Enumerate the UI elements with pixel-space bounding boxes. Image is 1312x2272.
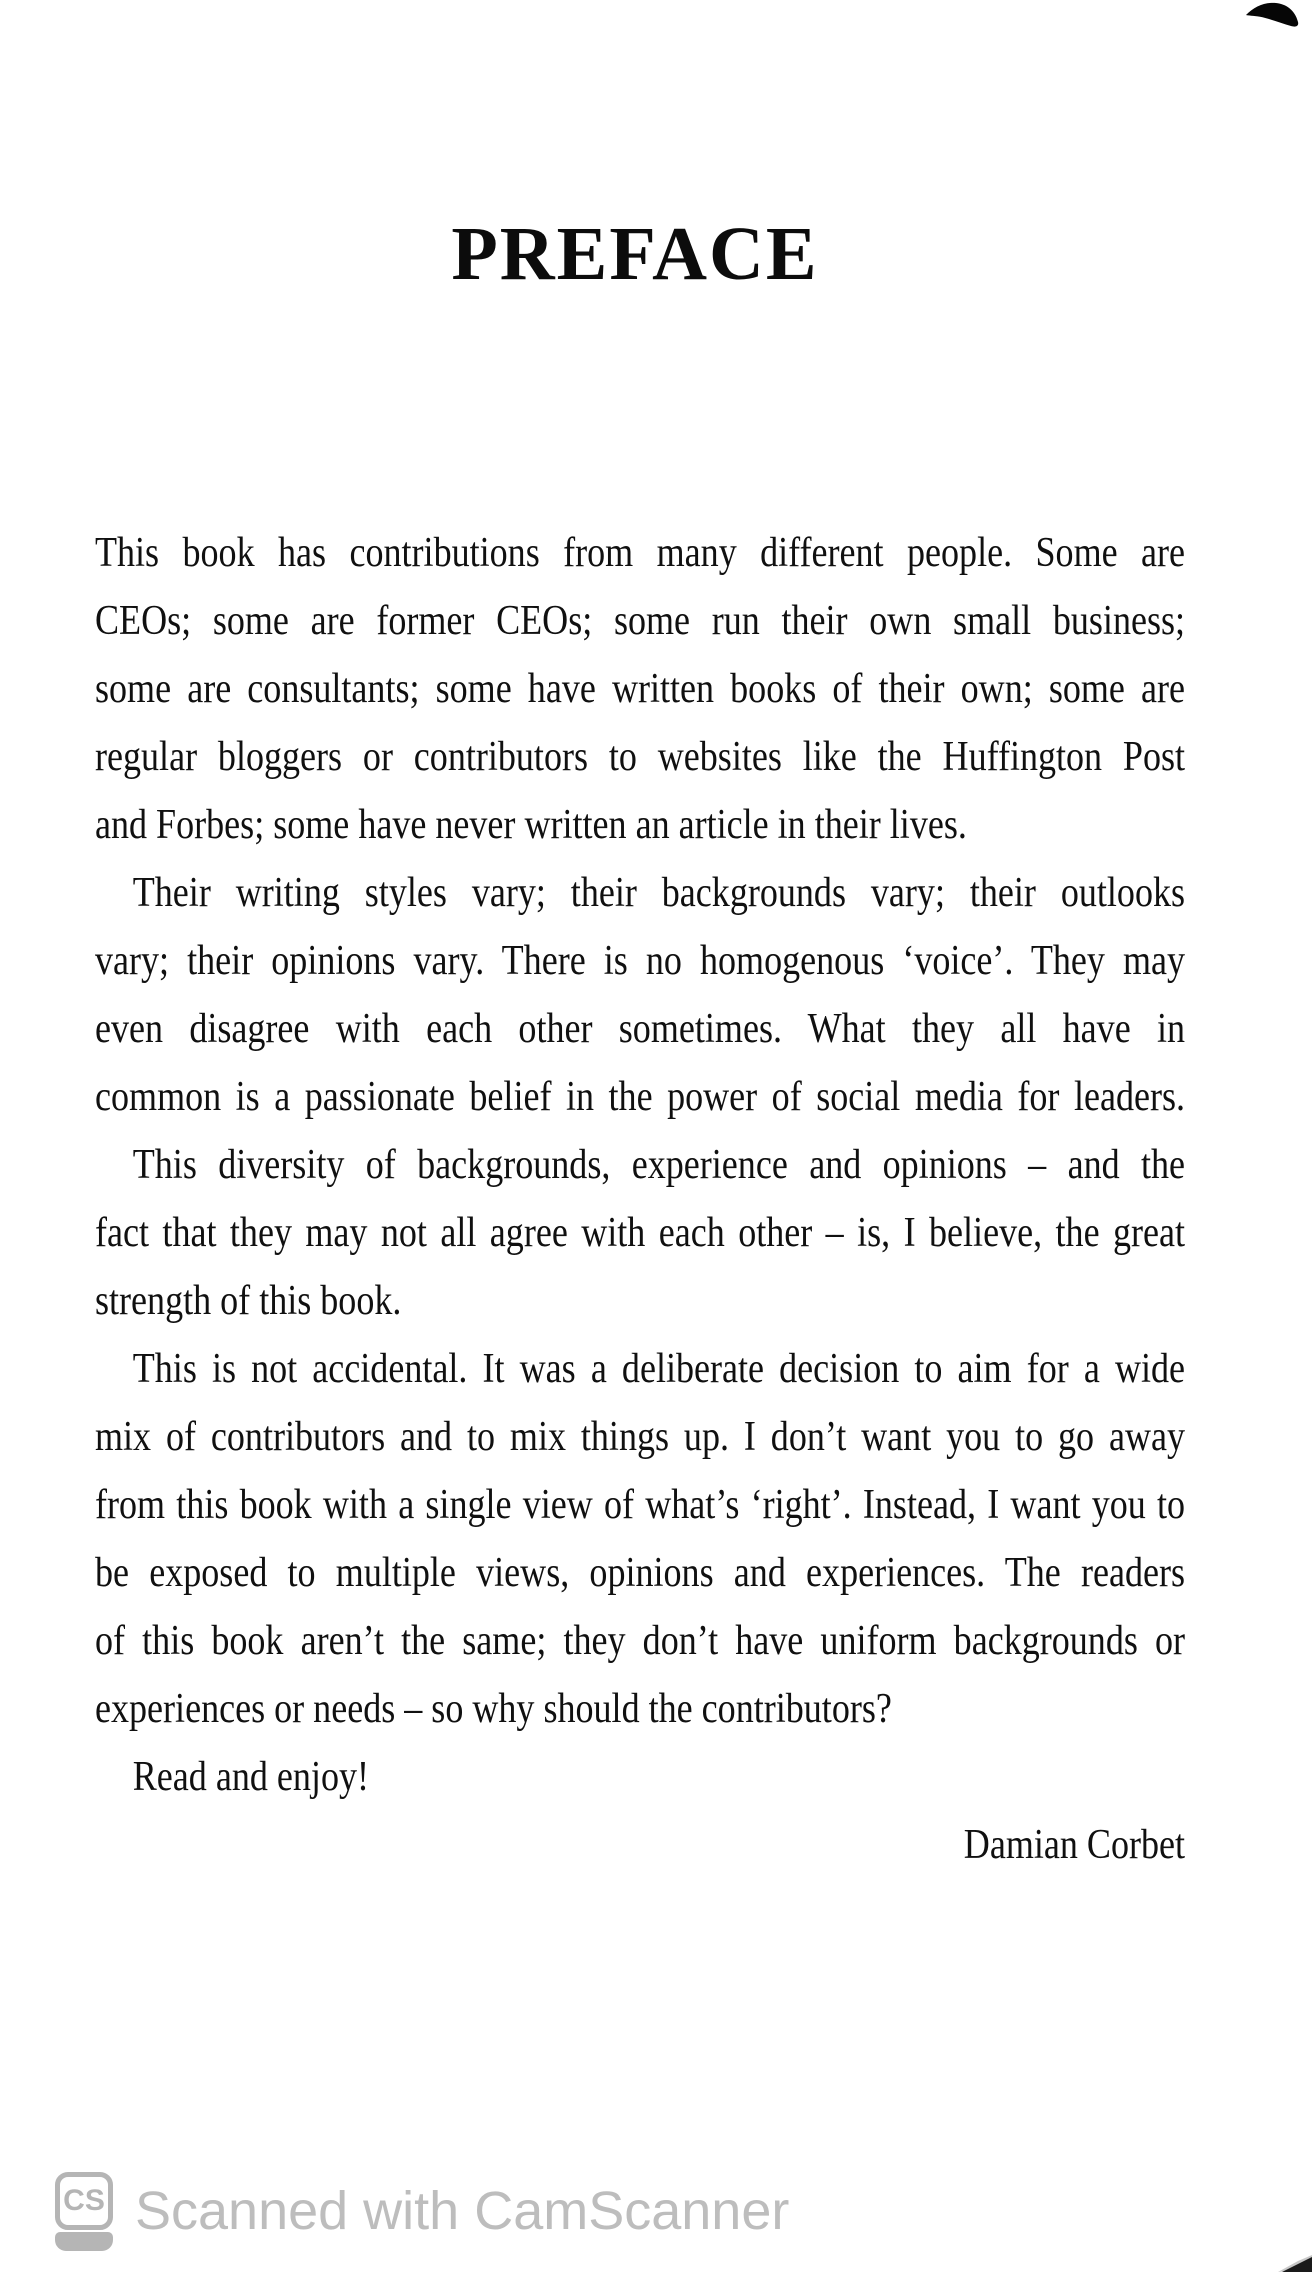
camscanner-icon-label: CS <box>63 2184 105 2217</box>
text-line: from this book with a single view of what’s ‘right’. Instead, I want you to <box>95 1482 1186 1528</box>
text-line: fact that they may not all agree with each other – is, I believe, the great <box>95 1210 1186 1256</box>
text-line: regular bloggers or contributors to websites like the Huffington Post <box>95 734 1186 780</box>
camscanner-icon-frame <box>55 2172 113 2230</box>
camscanner-icon <box>55 2172 113 2251</box>
text-line: This book has contributions from many different people. Some are <box>95 530 1186 576</box>
author-signature: Damian Corbet <box>963 1822 1186 1868</box>
text-line: This is not accidental. It was a deliberate decision to aim for a wide <box>132 1346 1186 1392</box>
text-line: vary; their opinions vary. There is no homogenous ‘voice’. They may <box>95 938 1186 984</box>
text-line: strength of this book. <box>95 1278 402 1324</box>
text-line: and Forbes; some have never written an article in their lives. <box>95 802 967 848</box>
page-title: PREFACE <box>451 212 819 296</box>
text-line: of this book aren’t the same; they don’t have uniform backgrounds or <box>95 1618 1186 1664</box>
preface-text <box>95 519 1185 1879</box>
text-line: mix of contributors and to mix things up. I don’t want you to go away <box>95 1414 1186 1460</box>
text-line: This diversity of backgrounds, experience and opinions – and the <box>132 1142 1186 1188</box>
text-line: common is a passionate belief in the power of social media for leaders. <box>95 1074 1186 1120</box>
text-line: Read and enjoy! <box>132 1754 370 1800</box>
text-line: experiences or needs – so why should the contributors? <box>95 1686 892 1732</box>
watermark-text: Scanned with CamScanner <box>135 2181 790 2241</box>
camscanner-watermark <box>55 2172 789 2251</box>
text-line: be exposed to multiple views, opinions and experiences. The readers <box>95 1550 1186 1596</box>
text-line: even disagree with each other sometimes. What they all have in <box>95 1006 1186 1052</box>
camscanner-icon-bar <box>55 2232 113 2251</box>
scan-artifact-bottom-right <box>1278 2250 1312 2272</box>
text-line: some are consultants; some have written books of their own; some are <box>95 666 1186 712</box>
text-line: Their writing styles vary; their backgrounds vary; their outlooks <box>132 870 1186 916</box>
text-line: CEOs; some are former CEOs; some run their own small business; <box>95 598 1186 644</box>
scan-artifact-top-right <box>1240 0 1304 30</box>
